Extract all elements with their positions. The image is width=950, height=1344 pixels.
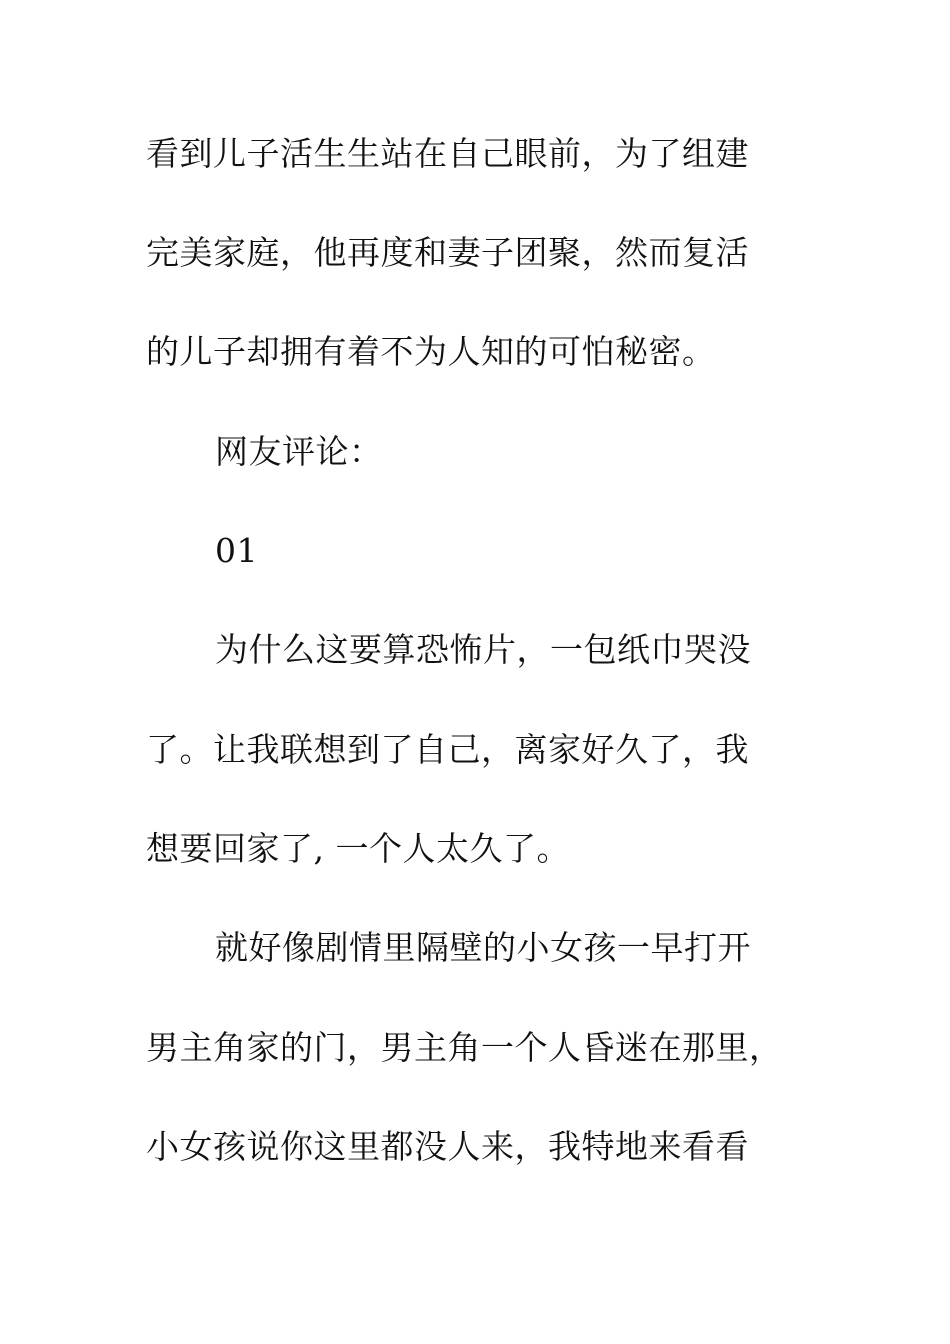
text-line: 了。让我联想到了自己，离家好久了，我 (146, 730, 749, 769)
text-line: 完美家庭，他再度和妻子团聚，然而复活 (146, 233, 749, 272)
text-line: 的儿子却拥有着不为人知的可怕秘密。 (146, 332, 716, 371)
text-line: 小女孩说你这里都没人来，我特地来看看 (146, 1127, 749, 1166)
text-line: 男主角家的门，男主角一个人昏迷在那里， (146, 1028, 783, 1067)
text-line: 想要回家了, 一个人太久了。 (146, 829, 570, 868)
text-line: 看到儿子活生生站在自己眼前，为了组建 (146, 134, 749, 173)
comment-number: 01 (215, 531, 258, 570)
comments-heading: 网友评论： (215, 432, 383, 471)
text-line: 为什么这要算恐怖片，一包纸巾哭没 (215, 630, 751, 669)
text-line: 就好像剧情里隔壁的小女孩一早打开 (215, 928, 751, 967)
